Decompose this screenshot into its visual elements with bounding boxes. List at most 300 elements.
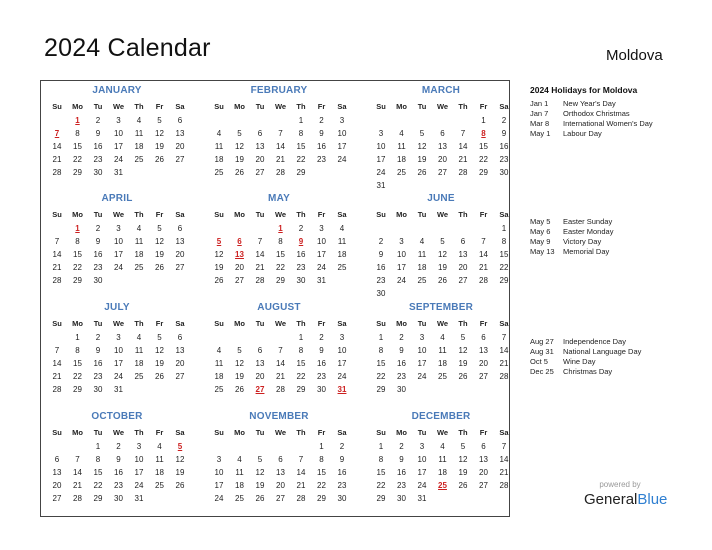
weekday-header: Th [296, 319, 306, 328]
calendar-day: 28 [52, 168, 62, 177]
calendar-day: 19 [235, 372, 244, 381]
calendar-day: 21 [499, 359, 509, 368]
calendar-day: 12 [255, 468, 265, 477]
weekday-header: Su [214, 102, 224, 111]
calendar-day: 23 [499, 155, 509, 164]
calendar-day: 1 [75, 333, 80, 342]
calendar-day: 20 [175, 359, 185, 368]
calendar-day: 24 [337, 372, 347, 381]
calendar-day: 22 [296, 155, 306, 164]
calendar-day: 10 [317, 237, 326, 246]
calendar-day: 22 [479, 155, 488, 164]
powered-by-label: powered by [599, 480, 641, 489]
calendar-day: 11 [134, 346, 144, 355]
weekday-header: Tu [417, 210, 427, 219]
weekday-header: Sa [175, 102, 185, 111]
weekday-header: We [436, 210, 449, 219]
calendar-day: 9 [399, 455, 404, 464]
calendar-day: 3 [116, 224, 121, 233]
weekday-header: Fr [317, 319, 326, 328]
holiday-name-label: Christmas Day [563, 367, 613, 376]
weekday-header: Tu [93, 210, 103, 219]
calendar-day: 14 [458, 142, 468, 151]
calendar-day: 28 [499, 481, 509, 490]
calendar-day: 15 [93, 468, 103, 477]
calendar-day: 14 [499, 346, 509, 355]
weekday-header: Su [376, 319, 386, 328]
calendar-day: 14 [52, 250, 62, 259]
calendar-day: 25 [417, 276, 427, 285]
weekday-header: Fr [317, 210, 326, 219]
calendar-day: 25 [134, 155, 144, 164]
calendar-day: 7 [501, 442, 507, 451]
calendar-day: 31 [376, 181, 386, 190]
calendar-day: 19 [175, 468, 185, 477]
calendar-day: 31 [417, 494, 427, 503]
calendar-day: 20 [235, 263, 244, 272]
calendar-day: 18 [134, 142, 144, 151]
calendar-day: 10 [114, 346, 123, 355]
calendar-grid [40, 80, 510, 517]
calendar-day: 14 [73, 468, 82, 477]
calendar-day: 26 [155, 263, 164, 272]
calendar-day: 3 [419, 442, 425, 451]
holiday-item [530, 237, 700, 247]
calendar-day: 26 [438, 276, 447, 285]
calendar-day: 28 [255, 276, 265, 285]
weekday-header: Th [134, 428, 144, 437]
calendar-day: 13 [175, 129, 185, 138]
calendar-day: 15 [376, 468, 386, 477]
calendar-day: 9 [319, 346, 324, 355]
calendar-day: 5 [257, 455, 263, 464]
calendar-day: 23 [296, 263, 306, 272]
calendar-day: 3 [319, 224, 324, 233]
calendar-day: 1 [95, 442, 101, 451]
weekday-header: Tu [417, 102, 427, 111]
month-name: OCTOBER [91, 411, 143, 422]
month-may [209, 193, 359, 293]
calendar-day: 21 [458, 155, 468, 164]
calendar-day: 17 [397, 263, 406, 272]
calendar-day: 4 [216, 129, 222, 138]
calendar-day: 13 [458, 250, 468, 259]
weekday-header: Sa [499, 210, 509, 219]
calendar-day: 20 [479, 468, 488, 477]
weekday-header: Su [376, 102, 386, 111]
weekday-header: Mo [396, 102, 407, 111]
calendar-day: 26 [175, 481, 185, 490]
calendar-day: 17 [337, 142, 347, 151]
calendar-day: 9 [378, 250, 384, 259]
calendar-day: 30 [93, 168, 103, 177]
holiday-date: 27 [255, 385, 265, 394]
calendar-day: 2 [378, 237, 384, 246]
calendar-day: 29 [376, 385, 386, 394]
calendar-day: 19 [255, 481, 265, 490]
weekday-header: Th [296, 102, 306, 111]
calendar-day: 19 [438, 263, 447, 272]
month-name: APRIL [101, 193, 133, 204]
weekday-header: Su [52, 428, 62, 437]
calendar-day: 29 [499, 276, 509, 285]
calendar-day: 27 [175, 372, 185, 381]
calendar-day: 10 [337, 129, 347, 138]
holiday-date: 31 [337, 385, 347, 394]
holiday-date: 9 [298, 237, 304, 246]
calendar-day: 4 [136, 333, 142, 342]
calendar-day: 10 [417, 455, 427, 464]
calendar-day: 1 [298, 333, 304, 342]
calendar-day: 18 [235, 481, 244, 490]
calendar-day: 29 [296, 168, 306, 177]
calendar-day: 11 [134, 237, 144, 246]
calendar-day: 23 [397, 481, 406, 490]
calendar-day: 8 [75, 237, 80, 246]
holiday-name-label: International Women's Day [563, 119, 653, 128]
calendar-day: 21 [52, 372, 62, 381]
calendar-day: 18 [438, 359, 447, 368]
weekday-header: Fr [155, 210, 164, 219]
holiday-date: 25 [438, 481, 447, 490]
calendar-day: 17 [337, 359, 347, 368]
calendar-day: 27 [438, 168, 447, 177]
calendar-day: 25 [134, 372, 144, 381]
calendar-day: 25 [235, 494, 244, 503]
weekday-header: Sa [499, 319, 509, 328]
month-name: JULY [104, 302, 130, 313]
calendar-day: 31 [134, 494, 144, 503]
calendar-day: 28 [499, 372, 509, 381]
calendar-day: 21 [296, 481, 306, 490]
month-march [371, 85, 521, 190]
calendar-day: 2 [298, 224, 304, 233]
calendar-day: 22 [73, 263, 82, 272]
calendar-day: 27 [458, 276, 468, 285]
calendar-day: 4 [339, 224, 345, 233]
holiday-date-label: Dec 25 [530, 367, 554, 376]
calendar-day: 22 [317, 481, 326, 490]
calendar-day: 19 [458, 359, 468, 368]
calendar-day: 18 [214, 155, 224, 164]
calendar-day: 25 [155, 481, 164, 490]
calendar-day: 4 [136, 116, 142, 125]
weekday-header: Su [376, 428, 386, 437]
calendar-day: 9 [95, 129, 101, 138]
weekday-header: Sa [175, 210, 185, 219]
calendar-day: 15 [73, 359, 82, 368]
weekday-header: Sa [499, 428, 509, 437]
calendar-day: 19 [458, 468, 468, 477]
weekday-header: Mo [396, 428, 407, 437]
calendar-day: 1 [501, 224, 507, 233]
calendar-day: 6 [440, 129, 445, 138]
month-august [209, 302, 359, 402]
calendar-day: 13 [255, 142, 265, 151]
calendar-day: 3 [399, 237, 404, 246]
holiday-item [530, 129, 700, 139]
weekday-header: Su [376, 210, 386, 219]
calendar-day: 8 [378, 346, 384, 355]
calendar-day: 5 [237, 346, 242, 355]
calendar-day: 11 [214, 142, 224, 151]
calendar-day: 12 [235, 142, 244, 151]
calendar-day: 27 [276, 494, 285, 503]
holiday-item [530, 227, 700, 237]
weekday-header: Fr [155, 319, 164, 328]
calendar-day: 13 [175, 346, 185, 355]
calendar-day: 27 [479, 372, 488, 381]
calendar-day: 13 [479, 455, 488, 464]
holiday-date: 1 [278, 224, 283, 233]
holiday-date: 1 [75, 224, 80, 233]
calendar-day: 16 [114, 468, 123, 477]
calendar-day: 4 [399, 129, 404, 138]
weekday-header: Sa [337, 428, 347, 437]
calendar-day: 12 [155, 237, 164, 246]
calendar-day: 11 [155, 455, 164, 464]
calendar-day: 28 [276, 168, 285, 177]
calendar-day: 3 [339, 333, 345, 342]
calendar-day: 14 [479, 250, 488, 259]
calendar-day: 14 [52, 359, 62, 368]
calendar-day: 16 [93, 359, 103, 368]
calendar-day: 24 [376, 168, 386, 177]
calendar-day: 20 [175, 250, 185, 259]
holiday-item [530, 367, 700, 377]
calendar-day: 15 [73, 142, 82, 151]
holiday-date-label: Aug 27 [530, 337, 554, 346]
calendar-day: 15 [479, 142, 488, 151]
holiday-date-label: May 5 [530, 217, 551, 226]
month-name: FEBRUARY [250, 85, 308, 96]
page-title: 2024 Calendar [44, 34, 211, 62]
calendar-day: 29 [276, 276, 285, 285]
calendar-day: 3 [339, 116, 345, 125]
month-november [209, 411, 359, 511]
calendar-day: 15 [276, 250, 285, 259]
calendar-day: 23 [317, 372, 326, 381]
calendar-day: 5 [157, 224, 162, 233]
holiday-date-label: Jan 7 [530, 109, 549, 118]
calendar-day: 12 [175, 455, 185, 464]
calendar-day: 17 [134, 468, 144, 477]
weekday-header: Th [458, 428, 468, 437]
calendar-day: 17 [114, 250, 123, 259]
calendar-day: 8 [298, 129, 304, 138]
month-name: SEPTEMBER [408, 302, 474, 313]
holiday-date-label: May 6 [530, 227, 551, 236]
weekday-header: Fr [479, 102, 488, 111]
calendar-day: 20 [438, 155, 447, 164]
calendar-day: 2 [399, 333, 404, 342]
weekday-header: Su [52, 319, 62, 328]
calendar-day: 18 [155, 468, 164, 477]
calendar-day: 4 [237, 455, 242, 464]
calendar-day: 5 [157, 333, 162, 342]
weekday-header: Th [296, 428, 306, 437]
calendar-day: 13 [52, 468, 62, 477]
calendar-day: 2 [95, 224, 101, 233]
calendar-day: 20 [52, 481, 62, 490]
holiday-name-label: Orthodox Christmas [563, 109, 630, 118]
calendar-day: 23 [376, 276, 386, 285]
calendar-day: 7 [501, 333, 507, 342]
calendar-day: 15 [296, 359, 306, 368]
calendar-day: 8 [75, 346, 80, 355]
calendar-day: 18 [438, 468, 447, 477]
calendar-day: 8 [95, 455, 101, 464]
calendar-day: 3 [419, 333, 425, 342]
calendar-day: 24 [397, 276, 406, 285]
calendar-day: 15 [499, 250, 509, 259]
calendar-day: 17 [214, 481, 224, 490]
weekday-header: Su [214, 428, 224, 437]
calendar-day: 16 [317, 359, 326, 368]
calendar-day: 6 [54, 455, 60, 464]
calendar-day: 6 [278, 455, 283, 464]
calendar-day: 14 [52, 142, 62, 151]
calendar-day: 8 [298, 346, 304, 355]
calendar-day: 24 [214, 494, 224, 503]
weekday-header: Su [214, 319, 224, 328]
calendar-day: 2 [319, 333, 324, 342]
calendar-day: 22 [73, 372, 82, 381]
weekday-header: Tu [255, 210, 265, 219]
calendar-day: 11 [417, 250, 427, 259]
holiday-date-label: May 13 [530, 247, 555, 256]
calendar-day: 2 [319, 116, 324, 125]
calendar-day: 26 [155, 155, 164, 164]
calendar-day: 13 [255, 359, 265, 368]
calendar-day: 14 [499, 455, 509, 464]
calendar-day: 17 [317, 250, 326, 259]
weekday-header: Tu [417, 319, 427, 328]
calendar-day: 29 [73, 385, 82, 394]
calendar-day: 29 [376, 494, 386, 503]
calendar-day: 7 [278, 129, 283, 138]
month-january [47, 85, 197, 185]
calendar-day: 20 [479, 359, 488, 368]
calendar-day: 22 [276, 263, 285, 272]
calendar-day: 26 [417, 168, 427, 177]
calendar-day: 9 [339, 455, 345, 464]
calendar-day: 16 [376, 263, 386, 272]
calendar-day: 8 [378, 455, 384, 464]
calendar-day: 9 [319, 129, 324, 138]
calendar-day: 18 [214, 372, 224, 381]
holidays-title: 2024 Holidays for Moldova [530, 85, 638, 95]
calendar-day: 24 [337, 155, 347, 164]
calendar-day: 4 [440, 333, 445, 342]
weekday-header: We [436, 102, 449, 111]
calendar-day: 29 [479, 168, 488, 177]
weekday-header: Fr [479, 210, 488, 219]
weekday-header: Fr [479, 319, 488, 328]
calendar-day: 21 [499, 468, 509, 477]
calendar-day: 4 [136, 224, 142, 233]
weekday-header: We [112, 102, 125, 111]
calendar-day: 7 [54, 346, 60, 355]
calendar-day: 27 [235, 276, 244, 285]
holiday-date: 5 [216, 237, 222, 246]
month-december [371, 411, 521, 511]
calendar-day: 7 [54, 237, 60, 246]
calendar-day: 2 [339, 442, 345, 451]
holiday-name-label: Independence Day [563, 337, 626, 346]
weekday-header: Tu [255, 319, 265, 328]
calendar-day: 5 [440, 237, 445, 246]
calendar-day: 20 [458, 263, 468, 272]
weekday-header: Tu [255, 102, 265, 111]
calendar-day: 18 [417, 263, 427, 272]
weekday-header: Th [458, 210, 468, 219]
calendar-day: 11 [438, 455, 447, 464]
weekday-header: Fr [155, 102, 164, 111]
holiday-item [530, 217, 700, 227]
holiday-item [530, 347, 700, 357]
calendar-day: 30 [337, 494, 347, 503]
month-june [371, 193, 521, 298]
calendar-day: 25 [337, 263, 347, 272]
calendar-day: 28 [458, 168, 468, 177]
calendar-day: 22 [499, 263, 509, 272]
calendar-day: 21 [73, 481, 82, 490]
calendar-day: 26 [155, 372, 164, 381]
calendar-day: 22 [296, 372, 306, 381]
calendar-day: 15 [317, 468, 326, 477]
calendar-day: 30 [499, 168, 509, 177]
calendar-day: 30 [296, 276, 306, 285]
calendar-day: 16 [93, 142, 103, 151]
calendar-day: 16 [296, 250, 306, 259]
calendar-day: 18 [397, 155, 406, 164]
calendar-day: 17 [417, 359, 427, 368]
calendar-day: 5 [237, 129, 242, 138]
calendar-day: 14 [276, 359, 285, 368]
calendar-day: 24 [114, 263, 123, 272]
calendar-day: 11 [235, 468, 244, 477]
calendar-day: 11 [337, 237, 347, 246]
calendar-day: 23 [93, 372, 103, 381]
holiday-item [530, 337, 700, 347]
weekday-header: Th [134, 102, 144, 111]
calendar-day: 1 [378, 333, 384, 342]
calendar-day: 9 [95, 237, 101, 246]
calendar-day: 13 [438, 142, 447, 151]
weekday-header: Tu [93, 102, 103, 111]
weekday-header: Th [134, 210, 144, 219]
month-february [209, 85, 359, 185]
calendar-day: 17 [114, 359, 123, 368]
calendar-day: 4 [419, 237, 425, 246]
calendar-day: 27 [52, 494, 62, 503]
calendar-day: 29 [317, 494, 326, 503]
calendar-day: 30 [397, 385, 406, 394]
calendar-day: 28 [52, 276, 62, 285]
weekday-header: Mo [234, 319, 245, 328]
brand-logo[interactable] [584, 491, 667, 508]
weekday-header: Mo [72, 428, 83, 437]
calendar-day: 13 [276, 468, 285, 477]
holiday-date: 7 [54, 129, 60, 138]
calendar-day: 16 [93, 250, 103, 259]
calendar-day: 26 [235, 168, 244, 177]
month-name: AUGUST [257, 302, 301, 313]
calendar-day: 19 [235, 155, 244, 164]
weekday-header: Mo [72, 319, 83, 328]
weekday-header: Th [458, 319, 468, 328]
